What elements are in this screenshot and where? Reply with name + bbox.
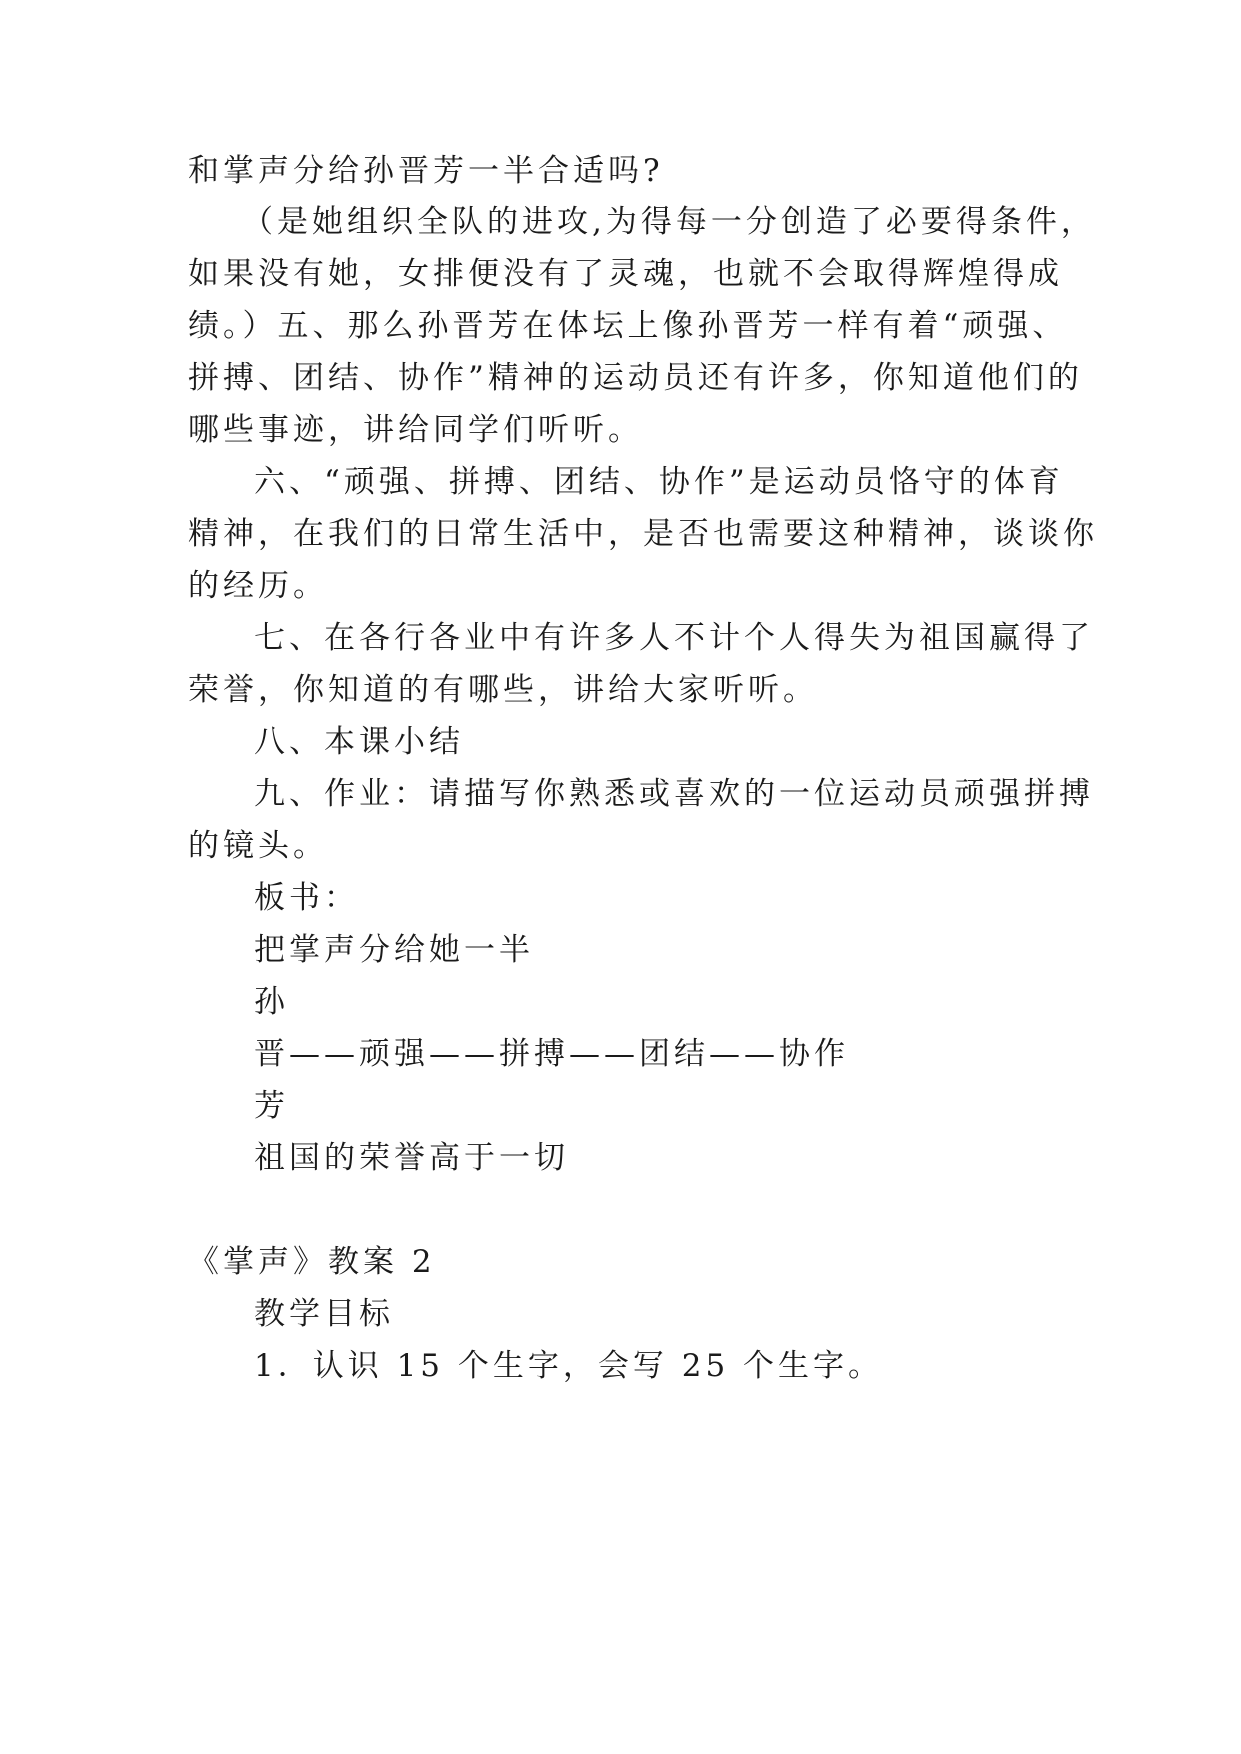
- text-line: 1．认识 15 个生字，会写 25 个生字。: [254, 1348, 884, 1384]
- text-line: 荣誉，你知道的有哪些，讲给大家听听。: [188, 672, 818, 708]
- text-line: 芳: [254, 1088, 289, 1124]
- section-title: 《掌声》教案 2: [188, 1244, 436, 1280]
- text-line: （是她组织全队的进攻,为得每一分创造了必要得条件，: [242, 204, 1096, 240]
- text-line: 和掌声分给孙晋芳一半合适吗?: [188, 153, 664, 189]
- text-line: 九、作业：请描写你熟悉或喜欢的一位运动员顽强拼搏: [254, 776, 1094, 812]
- text-line: 八、本课小结: [254, 724, 464, 760]
- text-line: 板书：: [254, 880, 359, 916]
- text-line: 拼搏、团结、协作”精神的运动员还有许多，你知道他们的: [188, 360, 1083, 396]
- text-line: 的经历。: [188, 568, 328, 604]
- text-line: 的镜头。: [188, 828, 328, 864]
- text-line: 精神，在我们的日常生活中，是否也需要这种精神，谈谈你: [188, 516, 1098, 552]
- text-line: 六、“顽强、拼搏、团结、协作”是运动员恪守的体育: [254, 464, 1064, 500]
- text-line: 如果没有她，女排便没有了灵魂，也就不会取得辉煌得成: [188, 256, 1063, 292]
- text-line: 孙: [254, 984, 289, 1020]
- text-line: 祖国的荣誉高于一切: [254, 1140, 569, 1176]
- text-line: 把掌声分给她一半: [254, 932, 534, 968]
- text-line: 七、在各行各业中有许多人不计个人得失为祖国赢得了: [254, 620, 1094, 656]
- text-line: 绩。）五、那么孙晋芳在体坛上像孙晋芳一样有着“顽强、: [188, 308, 1068, 344]
- text-line: 哪些事迹，讲给同学们听听。: [188, 412, 643, 448]
- text-line: 晋——顽强——拼搏——团结——协作: [254, 1036, 849, 1072]
- text-line: 教学目标: [254, 1296, 394, 1332]
